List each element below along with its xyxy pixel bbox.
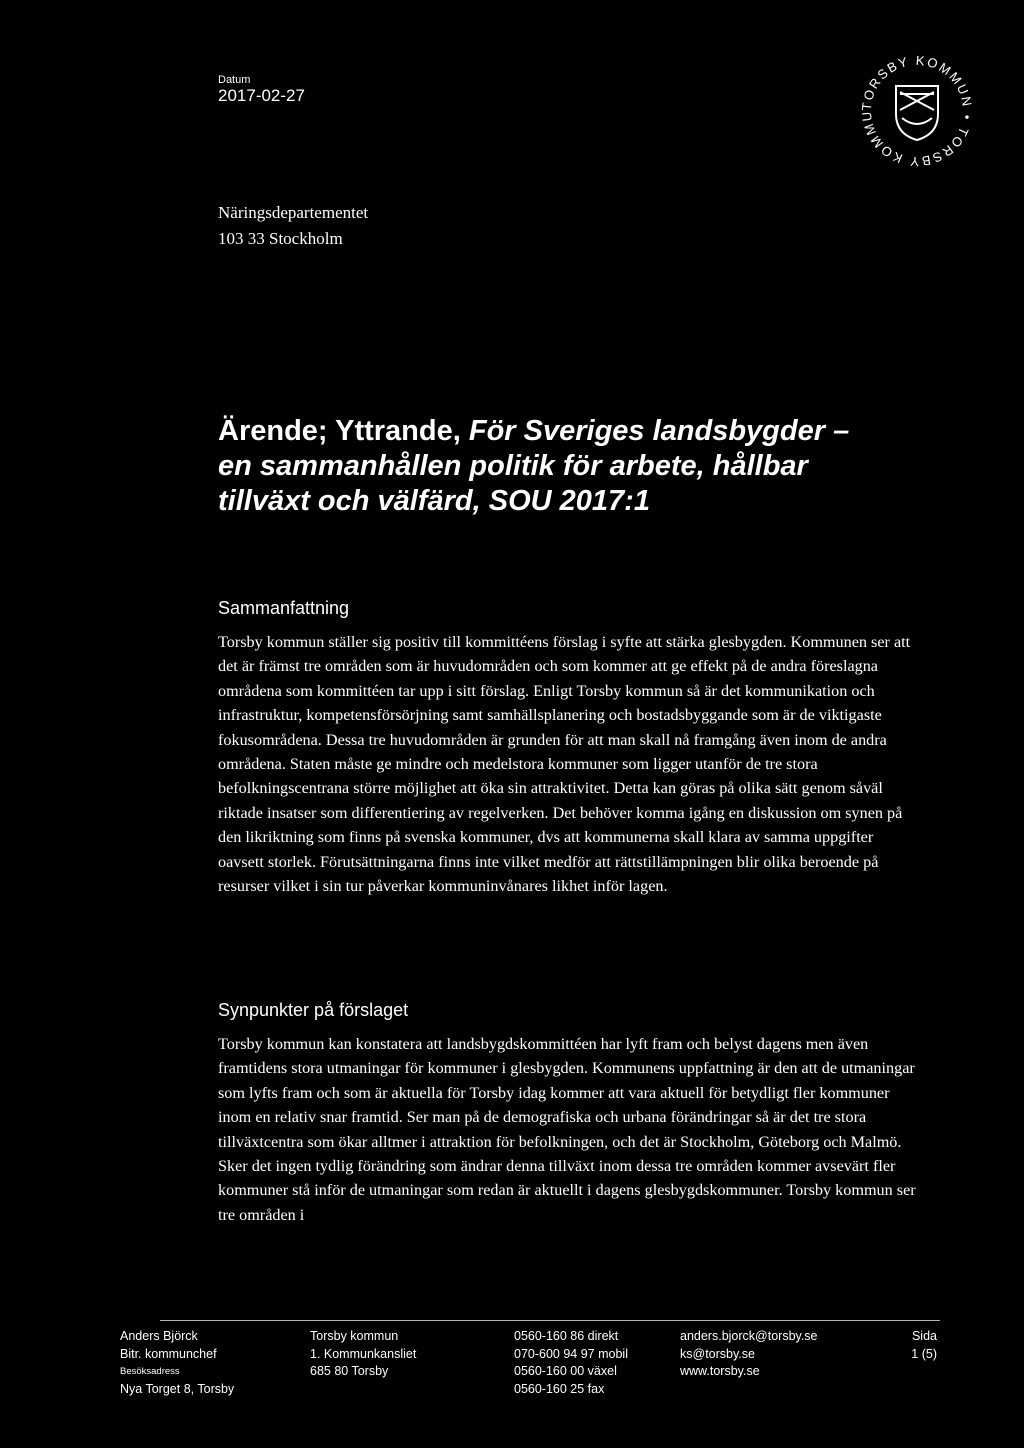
title-line3: tillväxt och välfärd, SOU 2017:1 [218, 485, 650, 517]
footer-phone-mobile: 070-600 94 97 mobil [514, 1346, 628, 1361]
footer-org-column [310, 1328, 416, 1381]
footer-role: Bitr. kommunchef [120, 1346, 217, 1361]
page-label: Sida [911, 1329, 937, 1343]
title-line2: en sammanhållen politik för arbete, hållbar [218, 450, 808, 482]
svg-text:TORSBY KOMMUN • TORSBY KOMMUN: TORSBY KOMMUN • TORSBY KOMMU [858, 52, 976, 170]
footer-fax: 0560-160 25 fax [514, 1381, 605, 1396]
footer-web-column [680, 1328, 818, 1381]
date-value: 2017-02-27 [218, 86, 305, 105]
section-heading-summary: Sammanfattning [218, 598, 350, 618]
document-title [218, 414, 938, 519]
section-heading-viewpoints: Synpunkter på förslaget [218, 1000, 409, 1020]
footer-phone-column [514, 1328, 628, 1398]
footer-email-office: ks@torsby.se [680, 1346, 755, 1361]
recipient-address [218, 200, 368, 252]
footer-phone-direct: 0560-160 86 direkt [514, 1329, 619, 1343]
footer-address: Nya Torget 8, Torsby [120, 1381, 235, 1396]
recipient-name: Näringsdepartementet [218, 203, 369, 222]
footer-dept: 1. Kommunkansliet [310, 1346, 417, 1361]
section-body-viewpoints: Torsby kommun kan konstatera att landsbygdskommittéen har lyft fram och belyst dagens men även framtidens stora utmaningar för kommuner i glesbygden. Kommunens uppfattning är den att de utmaningar som lyfts fram och som är aktuella för Torsby idag kommer att vara aktuell för betydligt fler kommuner inom en relativ snar framtid. Ser man på de demografiska och urbana förändringar så är det tre stora tillväxtcentra som ökar alltmer i attraktion för befolkningen, och det är Stockholm, Göteborg och Malmö. Sker det ingen tydlig förändring som ändrar denna tillväxt inom dessa tre områden kommer avsevärt fler kommuner stå inför de utmaningar som redan är aktuellt i dagens glesbygdskommuner. Torsby kommun ser tre områden i [218, 1035, 916, 1224]
date-label: Datum [218, 74, 251, 86]
title-line1: För Sveriges landsbygder – [468, 415, 850, 447]
footer-contact-column [120, 1328, 234, 1398]
footer-visit-label: Besöksadress [120, 1366, 180, 1378]
footer-website: www.torsby.se [680, 1364, 760, 1379]
footer-email-personal: anders.bjorck@torsby.se [680, 1329, 818, 1343]
recipient-postal: 103 33 Stockholm [218, 229, 343, 248]
section-body-summary: Torsby kommun ställer sig positiv till kommittéens förslag i syfte att stärka glesbygden. Kommunen ser att det är främst tre områden som är huvudområden och som kommer att ge effekt på de andra föreslagna områdena som kommittéen tar upp i sitt förslag. Enligt Torsby kommun så är det kommunikation och infrastruktur, kompetensförsörjning samt samhällsplanering och bostadsbyggande som är de viktigaste fokusområdena. Dessa tre huvudområden är grunden för att man skall nå framgång även inom de andra områdena. Staten måste ge mindre och medelstora kommuner som ligger utanför de tre stora befolkningscentrana större möjlighet att öka sin attraktivitet. Detta kan göras på olika sätt genom såväl riktade insatser som differentiering av regelverken. Det behöver komma igång en diskussion om synen på den likriktning som finns på svenska kommuner, dvs att kommunerna skall klara av samma uppgifter oavsett storlek. Förutsättningarna finns inte vilket medför att rättstillämpningen blir olika beroende på resurser vilket i sin tur påverkar kommuninvånares likhet inför lagen. [218, 633, 911, 896]
title-prefix: Ärende; Yttrande, [218, 415, 469, 447]
municipality-seal-logo [858, 52, 976, 170]
footer-postal: 685 80 Torsby [310, 1364, 389, 1379]
footer-org: Torsby kommun [310, 1329, 399, 1343]
footer-page-column [897, 1328, 937, 1363]
footer-divider [160, 1320, 940, 1321]
footer-phone-switchboard: 0560-160 00 växel [514, 1364, 617, 1379]
page-number: 1 (5) [911, 1346, 937, 1361]
footer-name: Anders Björck [120, 1329, 198, 1343]
coat-of-arms-icon [896, 86, 938, 140]
